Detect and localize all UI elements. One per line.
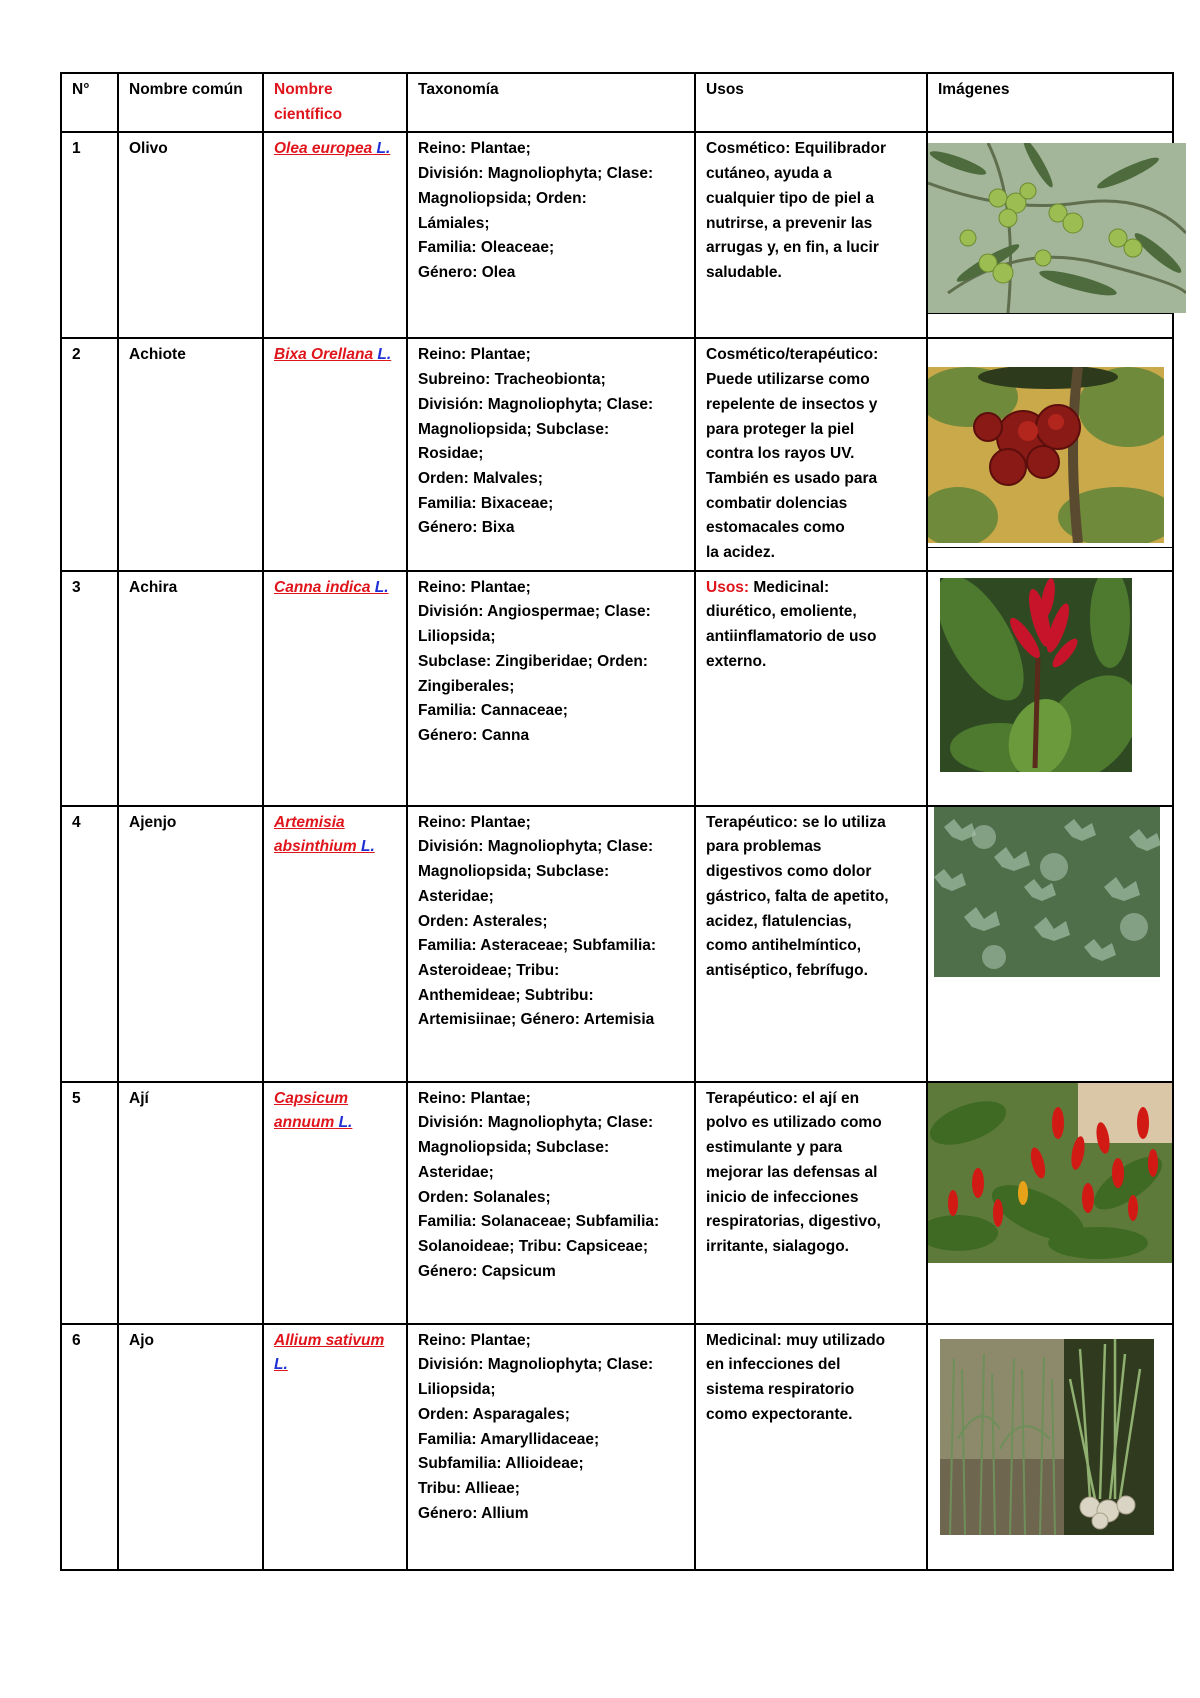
uses-line: inicio de infecciones [706,1188,859,1206]
taxonomy-line: Reino: Plantae; [418,1331,531,1349]
uses-line: digestivos como dolor [706,863,872,881]
taxonomy-line: Orden: Malvales; [418,469,543,487]
uses-line: estimulante y para [706,1139,843,1157]
uses-line: Terapéutico: el ají en [706,1089,860,1107]
taxonomy-line: Reino: Plantae; [418,140,531,158]
cell-divider [928,547,1172,548]
taxonomy-line: División: Magnoliophyta; Clase: [418,838,654,856]
taxonomy-line: División: Magnoliophyta; Clase: [418,165,654,183]
uses-line: cualquier tipo de piel a [706,189,874,207]
taxonomy-line: Familia: Amaryllidaceae; [418,1430,600,1448]
taxonomy-line: Orden: Asparagales; [418,1405,570,1423]
taxonomy-line: Asteridae; [418,887,494,905]
scientific-name-link[interactable] [263,338,407,570]
row-number: 1 [61,132,118,338]
taxonomy-line: División: Magnoliophyta; Clase: [418,395,654,413]
uses-line: antiinflamatorio de uso [706,628,877,646]
image-cell [927,338,1173,570]
taxonomy-line: Familia: Oleaceae; [418,239,555,257]
taxonomy-line: Género: Allium [418,1504,529,1522]
uses-line: como expectorante. [706,1405,853,1423]
image-cell [927,806,1173,1082]
taxonomy-cell [407,338,695,570]
taxonomy-line: Magnoliopsida; Orden: [418,189,587,207]
cell-divider [928,313,1172,314]
row-number: 2 [61,338,118,570]
scientific-name-link[interactable] [263,1324,407,1570]
author-abbrev: L. [374,578,389,596]
chili-peppers-photo [928,1083,1172,1263]
taxonomy-line: Familia: Bixaceae; [418,494,554,512]
header-images: Imágenes [927,73,1173,132]
uses-line: polvo es utilizado como [706,1114,882,1132]
uses-line: irritante, sialagogo. [706,1237,849,1255]
taxonomy-line: Familia: Asteraceae; Subfamilia: [418,937,657,955]
taxonomy-line: Solanoideae; Tribu: Capsiceae; [418,1237,648,1255]
taxonomy-line: Lámiales; [418,214,490,232]
common-name: Ajenjo [118,806,263,1082]
uses-line: para proteger la piel [706,420,855,438]
canna-flower-photo [940,578,1132,772]
uses-line: repelente de insectos y [706,395,878,413]
table-row [61,1324,1173,1570]
taxonomy-line: Liliopsida; [418,628,496,646]
row-number: 6 [61,1324,118,1570]
taxonomy-line: Tribu: Allieae; [418,1479,520,1497]
author-abbrev: L. [376,140,391,158]
uses-line: para problemas [706,838,822,856]
taxonomy-line: Anthemideae; Subtribu: [418,986,594,1004]
taxonomy-line: Magnoliopsida; Subclase: [418,863,610,881]
uses-line: Cosmético: Equilibrador [706,140,886,158]
uses-line: mejorar las defensas al [706,1163,878,1181]
taxonomy-line: Subfamilia: Allioideae; [418,1455,584,1473]
taxonomy-cell [407,571,695,806]
header-num: N° [61,73,118,132]
common-name: Olivo [118,132,263,338]
uses-cell [695,338,927,570]
row-number: 5 [61,1082,118,1324]
achiote-pods-photo [928,367,1164,543]
table-row [61,1082,1173,1324]
uses-line: externo. [706,652,767,670]
uses-prefix: Usos: [706,578,750,596]
table-row [61,571,1173,806]
uses-line: combatir dolencias [706,494,848,512]
uses-line: Medicinal: muy utilizado [706,1331,886,1349]
taxonomy-line: Reino: Plantae; [418,1089,531,1107]
taxonomy-line: Subreino: Tracheobionta; [418,371,606,389]
header-row [61,73,1173,132]
taxonomy-line: Género: Canna [418,726,530,744]
uses-line: antiséptico, febrífugo. [706,961,868,979]
taxonomy-line: Orden: Solanales; [418,1188,551,1206]
uses-line: estomacales como [706,519,845,537]
table-row [61,132,1173,338]
scientific-name-link[interactable] [263,806,407,1082]
taxonomy-line: División: Angiospermae; Clase: [418,603,651,621]
uses-line: sistema respiratorio [706,1381,855,1399]
uses-line: Cosmético/terapéutico: [706,346,879,364]
table-row [61,806,1173,1082]
uses-cell [695,806,927,1082]
taxonomy-line: División: Magnoliophyta; Clase: [418,1356,654,1374]
taxonomy-line: Orden: Asterales; [418,912,548,930]
scientific-name: Artemisia absinthium [274,813,357,856]
image-cell [927,571,1173,806]
author-abbrev: L. [360,838,375,856]
taxonomy-line: Reino: Plantae; [418,578,531,596]
taxonomy-cell [407,1082,695,1324]
taxonomy-line: Magnoliopsida; Subclase: [418,1139,610,1157]
taxonomy-line: Artemisiinae; Género: Artemisia [418,1011,655,1029]
image-cell [927,1324,1173,1570]
uses-line: la acidez. [706,544,775,562]
common-name: Ají [118,1082,263,1324]
uses-line: También es usado para [706,469,878,487]
taxonomy-line: Asteridae; [418,1163,494,1181]
taxonomy-line: Familia: Cannaceae; [418,702,568,720]
common-name: Achira [118,571,263,806]
header-scientific-name: Nombre científico [263,73,407,132]
uses-cell [695,1324,927,1570]
header-taxonomy: Taxonomía [407,73,695,132]
taxonomy-line: Género: Capsicum [418,1262,556,1280]
taxonomy-line: Liliopsida; [418,1381,496,1399]
garlic-plants-photo [940,1339,1154,1535]
scientific-name-link[interactable] [263,132,407,338]
image-cell [927,1082,1173,1324]
taxonomy-line: Magnoliopsida; Subclase: [418,420,610,438]
taxonomy-cell [407,132,695,338]
uses-line: Medicinal: [749,578,830,596]
uses-cell [695,571,927,806]
header-uses: Usos [695,73,927,132]
taxonomy-cell [407,1324,695,1570]
uses-line: gástrico, falta de apetito, [706,887,889,905]
uses-line: acidez, flatulencias, [706,912,852,930]
plants-table [60,72,1174,1571]
scientific-name-link[interactable] [263,571,407,806]
scientific-name: Olea europea [274,140,373,158]
image-cell [927,132,1173,338]
uses-line: cutáneo, ayuda a [706,165,832,183]
scientific-name: Capsicum annuum [274,1089,349,1132]
taxonomy-line: Subclase: Zingiberidae; Orden: [418,652,648,670]
taxonomy-line: División: Magnoliophyta; Clase: [418,1114,654,1132]
uses-cell [695,132,927,338]
row-number: 3 [61,571,118,806]
taxonomy-line: Rosidae; [418,445,484,463]
header-common-name: Nombre común [118,73,263,132]
uses-cell [695,1082,927,1324]
taxonomy-line: Género: Olea [418,263,516,281]
row-number: 4 [61,806,118,1082]
uses-line: arrugas y, en fin, a lucir [706,239,879,257]
uses-line: saludable. [706,263,782,281]
uses-line: contra los rayos UV. [706,445,855,463]
uses-line: respiratorias, digestivo, [706,1213,881,1231]
taxonomy-line: Asteroideae; Tribu: [418,961,560,979]
taxonomy-line: Género: Bixa [418,519,515,537]
table-row [61,338,1173,570]
taxonomy-line: Reino: Plantae; [418,813,531,831]
common-name: Ajo [118,1324,263,1570]
scientific-name-link[interactable] [263,1082,407,1324]
scientific-name: Canna indica [274,578,371,596]
taxonomy-line: Reino: Plantae; [418,346,531,364]
taxonomy-line: Familia: Solanaceae; Subfamilia: [418,1213,660,1231]
author-abbrev: L. [274,1356,288,1374]
uses-line: nutrirse, a prevenir las [706,214,873,232]
author-abbrev: L. [377,346,392,364]
uses-line: diurético, emoliente, [706,603,857,621]
author-abbrev: L. [338,1114,353,1132]
wormwood-leaves-photo [934,807,1160,977]
taxonomy-cell [407,806,695,1082]
uses-line: como antihelmíntico, [706,937,862,955]
scientific-name: Bixa Orellana [274,346,374,364]
scientific-name: Allium sativum [274,1331,385,1349]
olive-branch-photo [928,143,1186,313]
common-name: Achiote [118,338,263,570]
uses-line: Terapéutico: se lo utiliza [706,813,886,831]
uses-line: en infecciones del [706,1356,841,1374]
taxonomy-line: Zingiberales; [418,677,515,695]
uses-line: Puede utilizarse como [706,371,870,389]
